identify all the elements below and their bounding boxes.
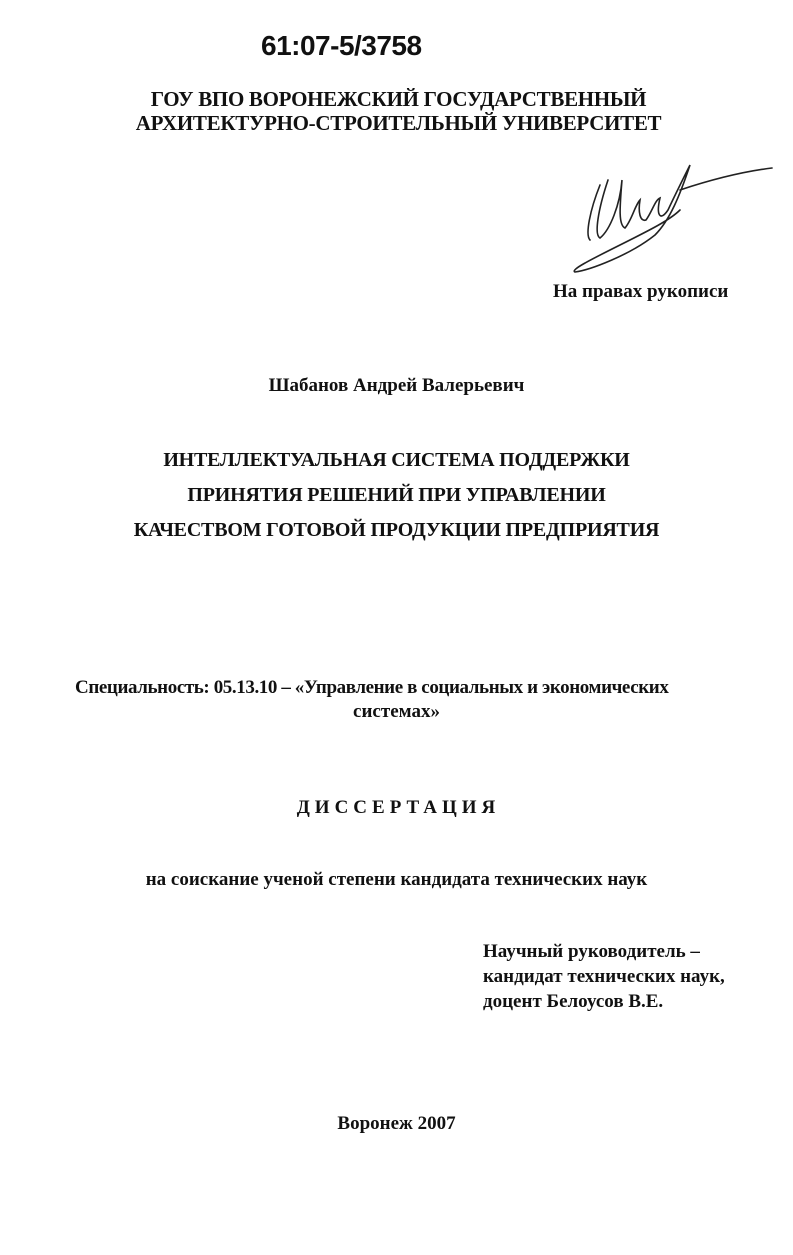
supervisor-line-2: кандидат технических наук, bbox=[483, 966, 725, 987]
manuscript-note: На правах рукописи bbox=[553, 281, 729, 302]
author-name: Шабанов Андрей Валерьевич bbox=[268, 375, 525, 396]
title-line-1: ИНТЕЛЛЕКТУАЛЬНАЯ СИСТЕМА ПОДДЕРЖКИ bbox=[163, 449, 630, 471]
supervisor-line-3: доцент Белоусов В.Е. bbox=[483, 991, 664, 1012]
signature bbox=[560, 150, 775, 280]
specialty-line-2: системах» bbox=[353, 701, 440, 722]
document-type: ДИССЕРТАЦИЯ bbox=[296, 797, 501, 818]
title-line-3: КАЧЕСТВОМ ГОТОВОЙ ПРОДУКЦИИ ПРЕДПРИЯТИЯ bbox=[133, 519, 660, 541]
institution-line-1: ГОУ ВПО ВОРОНЕЖСКИЙ ГОСУДАРСТВЕННЫЙ bbox=[150, 87, 647, 111]
catalog-code: 61:07-5/3758 bbox=[261, 30, 422, 61]
institution-line-2: АРХИТЕКТУРНО-СТРОИТЕЛЬНЫЙ УНИВЕРСИТЕТ bbox=[135, 111, 662, 135]
specialty-line-1: Специальность: 05.13.10 – «Управление в социальных и экономических bbox=[75, 677, 669, 698]
title-line-2: ПРИНЯТИЯ РЕШЕНИЙ ПРИ УПРАВЛЕНИИ bbox=[187, 484, 606, 506]
place-year: Воронеж 2007 bbox=[337, 1113, 456, 1134]
supervisor-line-1: Научный руководитель – bbox=[483, 941, 700, 962]
degree-statement: на соискание ученой степени кандидата технических наук bbox=[145, 869, 648, 890]
